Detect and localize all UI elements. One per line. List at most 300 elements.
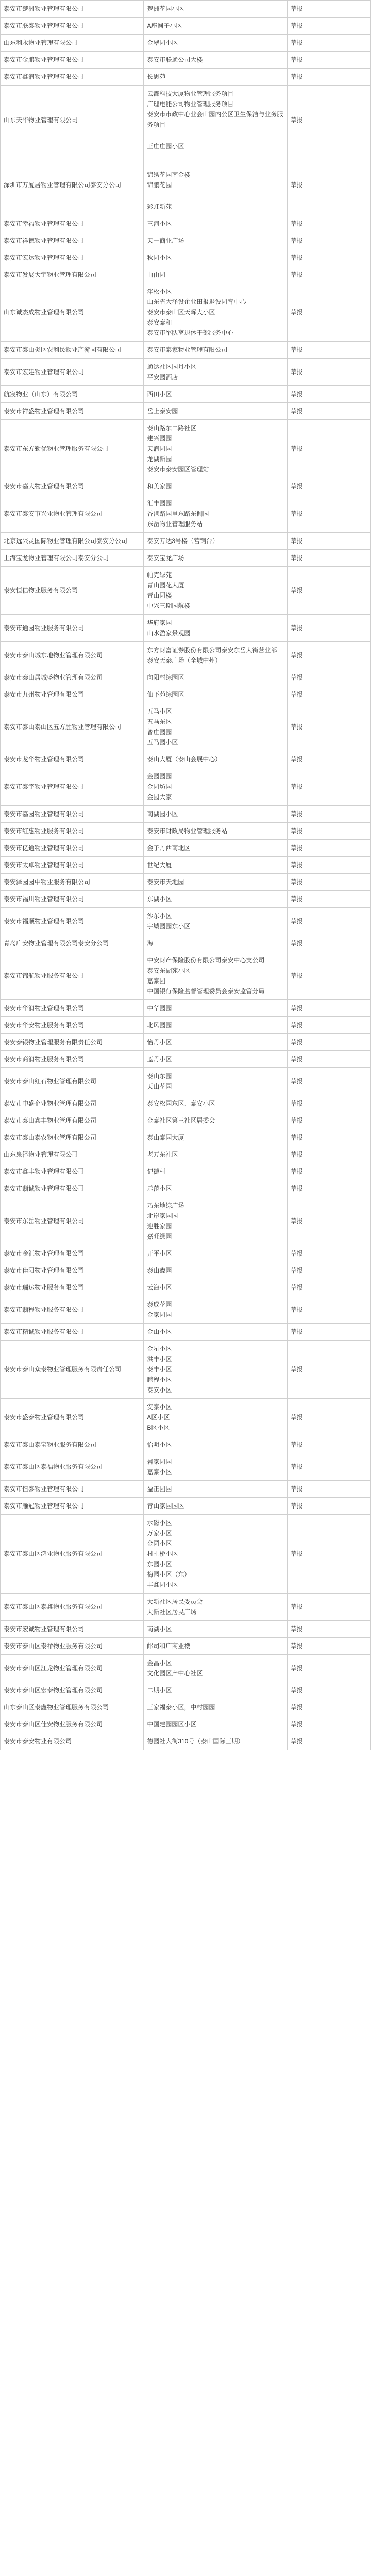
project-name: 大新社区居民广场 <box>147 1608 197 1616</box>
table-row <box>1 1245 371 1262</box>
table-row <box>1 1399 371 1436</box>
project-name: 文化园区产中心社区 <box>147 1670 203 1677</box>
project-name: 王庄庄园小区 <box>147 143 184 150</box>
company-name-cell: 泰安市泰山区鸿业物业服务有限公司 <box>1 1515 144 1594</box>
project-list-cell <box>144 266 287 283</box>
project-name: 中华园园 <box>147 1005 172 1012</box>
project-name: 香港路园里东路东侧园 <box>147 510 209 517</box>
table-row <box>1 1017 371 1034</box>
project-list-cell <box>144 215 287 232</box>
project-list-cell <box>144 891 287 908</box>
status-cell: 草报 <box>287 155 370 215</box>
table-row <box>1 806 371 823</box>
company-name-cell: 北京远兴灵国际物业管理有限公司泰安分公司 <box>1 533 144 550</box>
status-cell: 草报 <box>287 69 370 86</box>
project-list-cell <box>144 908 287 935</box>
project-list-cell <box>144 1682 287 1699</box>
project-list-cell <box>144 1699 287 1716</box>
project-name: 云海小区 <box>147 1284 172 1291</box>
table-row <box>1 1733 371 1750</box>
table-row <box>1 1262 371 1279</box>
table-row <box>1 86 371 155</box>
project-name: 世纪大厦 <box>147 861 172 869</box>
table-row <box>1 1296 371 1324</box>
status-cell: 草报 <box>287 1245 370 1262</box>
table-row <box>1 642 371 669</box>
project-list-cell <box>144 403 287 420</box>
status-cell: 草报 <box>287 215 370 232</box>
status-cell: 草报 <box>287 1453 370 1481</box>
table-row <box>1 495 371 533</box>
project-list-cell <box>144 1453 287 1481</box>
table-row <box>1 403 371 420</box>
company-name-cell: 泰安市泰山泰宝物业服务有限公司 <box>1 1436 144 1453</box>
project-name: 泰安小区 <box>147 1386 172 1394</box>
project-name: 金泰社区第三社区居委会 <box>147 1117 215 1124</box>
status-cell: 草报 <box>287 669 370 686</box>
company-name-cell: 泰安市金汇物业管理有限公司 <box>1 1245 144 1262</box>
status-cell: 草报 <box>287 1146 370 1163</box>
project-list-cell <box>144 1296 287 1324</box>
project-name: 北风园园 <box>147 1022 172 1029</box>
project-name: 仙下苑综园区 <box>147 691 184 698</box>
project-name: 向阳村综园区 <box>147 674 184 681</box>
company-name-cell: 泰安市精诚物业服务有限公司 <box>1 1324 144 1341</box>
project-name: 金山小区 <box>147 1328 172 1335</box>
status-cell: 草报 <box>287 874 370 891</box>
project-list-cell <box>144 232 287 249</box>
status-cell: 草报 <box>287 1 370 18</box>
table-row <box>1 1197 371 1245</box>
status-cell: 草报 <box>287 908 370 935</box>
project-name <box>147 130 283 141</box>
table-row <box>1 420 371 478</box>
status-cell: 草报 <box>287 86 370 155</box>
project-name: 青山园花大厦 <box>147 582 184 589</box>
company-name-cell: 泰安市楚洲物业管理有限公司 <box>1 1 144 18</box>
company-name-cell: 泰安市泰山城东地物业管理有限公司 <box>1 642 144 669</box>
project-list-cell <box>144 642 287 669</box>
status-cell: 草报 <box>287 52 370 69</box>
table-row <box>1 1594 371 1621</box>
project-name: 南湖小区 <box>147 1625 172 1633</box>
project-name: 怡明小区 <box>147 1441 172 1448</box>
project-name: 秋园小区 <box>147 254 172 261</box>
project-name: 金昌小区 <box>147 1659 172 1667</box>
company-name-cell: 泰安市翡诚物业管理有限公司 <box>1 1180 144 1197</box>
status-cell: 草报 <box>287 857 370 874</box>
company-name-cell: 泰安市翡程物业服务有限公司 <box>1 1296 144 1324</box>
table-row <box>1 686 371 703</box>
project-name: 东方财富证券股份有限公司泰安东岳大街营业部 <box>147 647 277 654</box>
project-name: 金星小区 <box>147 1345 172 1352</box>
project-name: 岩家园园 <box>147 1458 172 1465</box>
table-row <box>1 1 371 18</box>
project-name: 青山家园园区 <box>147 1502 184 1510</box>
project-name: 青山园楼 <box>147 592 172 599</box>
project-list-cell <box>144 1017 287 1034</box>
company-name-cell: 泰安市幸福物业管理有限公司 <box>1 215 144 232</box>
project-name: 山东省大泽设企业田报退设园育中心 <box>147 298 246 306</box>
table-row <box>1 533 371 550</box>
project-name: 泰安市泰安园区管理站 <box>147 466 209 473</box>
table-row <box>1 1324 371 1341</box>
project-list-cell <box>144 155 287 215</box>
project-name: 记德村 <box>147 1168 166 1175</box>
project-list-cell <box>144 52 287 69</box>
table-row <box>1 1112 371 1129</box>
project-name: 西田小区 <box>147 391 172 398</box>
project-list-cell <box>144 823 287 840</box>
status-cell: 草报 <box>287 342 370 359</box>
company-name-cell: 山东泉泽物业管理有限公司 <box>1 1146 144 1163</box>
status-cell: 草报 <box>287 615 370 642</box>
project-name: 中安财产保险股份有限公司泰安中心支公司 <box>147 957 265 964</box>
project-name: 泰安市市政中心业会山园内公区卫生保洁与业务服务项目 <box>147 111 283 128</box>
status-cell: 草报 <box>287 1682 370 1699</box>
project-name: 水磁小区 <box>147 1519 172 1527</box>
status-cell: 草报 <box>287 550 370 567</box>
project-list-cell <box>144 1733 287 1750</box>
status-cell: 草报 <box>287 1594 370 1621</box>
project-name: 梅园小区（东） <box>147 1571 191 1578</box>
table-row <box>1 342 371 359</box>
project-list-cell <box>144 1324 287 1341</box>
project-name: 金园坊园 <box>147 783 172 790</box>
status-cell: 草报 <box>287 1017 370 1034</box>
status-cell: 草报 <box>287 1095 370 1112</box>
company-name-cell: 泰安市中盛企业物业管理有限公司 <box>1 1095 144 1112</box>
company-name-cell: 泰安市鑫润物业管理有限公司 <box>1 69 144 86</box>
project-name: 嘉泰园 <box>147 977 166 985</box>
company-name-cell: 泰安市东岳物业管理有限公司 <box>1 1197 144 1245</box>
status-cell: 草报 <box>287 249 370 266</box>
project-name: 中兴三期园航楼 <box>147 602 191 609</box>
table-row <box>1 1436 371 1453</box>
project-name <box>147 158 283 170</box>
project-list-cell <box>144 533 287 550</box>
status-cell: 草报 <box>287 1515 370 1594</box>
project-name: B区小区 <box>147 1424 170 1431</box>
status-cell: 草报 <box>287 403 370 420</box>
project-name: 天山花园 <box>147 1083 172 1090</box>
status-cell: 草报 <box>287 1324 370 1341</box>
project-name: 楚洲花园小区 <box>147 5 184 12</box>
status-cell: 草报 <box>287 1129 370 1146</box>
project-name: 天一商业广场 <box>147 237 184 244</box>
status-cell: 草报 <box>287 823 370 840</box>
project-name: 泰安松园东区、泰安小区 <box>147 1100 215 1107</box>
project-name: 大新社区居民委员会 <box>147 1598 203 1605</box>
project-name: 长思苑 <box>147 73 166 80</box>
company-name-cell: 泰安市泰山区宏泰物业管理有限公司 <box>1 1682 144 1699</box>
company-name-cell: 山东诚杰成物业管理有限公司 <box>1 283 144 342</box>
project-name: 金园小区 <box>147 1540 172 1547</box>
company-name-cell: 泰安市祥德物业管理有限公司 <box>1 232 144 249</box>
status-cell: 草报 <box>287 35 370 52</box>
project-list-cell <box>144 550 287 567</box>
company-name-cell: 泰安市福川物业管理有限公司 <box>1 891 144 908</box>
project-list-cell <box>144 935 287 952</box>
project-list-cell <box>144 1262 287 1279</box>
project-name: 泰山鑫园 <box>147 1267 172 1274</box>
status-cell: 草报 <box>287 1000 370 1017</box>
project-name: 泮松小区 <box>147 288 172 295</box>
status-cell: 草报 <box>287 1481 370 1498</box>
table-row <box>1 359 371 386</box>
project-name: 泰安东湖苑小区 <box>147 967 191 974</box>
project-list-cell <box>144 1146 287 1163</box>
project-name: 宇城园园东小区 <box>147 923 191 930</box>
project-name: 北岸家园园 <box>147 1212 178 1219</box>
table-row <box>1 1163 371 1180</box>
table-row <box>1 1515 371 1594</box>
project-name: 泰山泰园大厦 <box>147 1134 184 1141</box>
project-list-cell <box>144 35 287 52</box>
company-name-cell: 泰安市恒泰物业管理有限公司 <box>1 1481 144 1498</box>
table-row <box>1 703 371 751</box>
project-name: 泰安宝龙广场 <box>147 554 184 562</box>
project-name: 洪丰小区 <box>147 1355 172 1363</box>
company-name-cell: 泰安市泰山泰农物业管理有限公司 <box>1 1129 144 1146</box>
project-list-cell <box>144 840 287 857</box>
table-row <box>1 1716 371 1733</box>
status-cell: 草报 <box>287 1716 370 1733</box>
company-name-cell: 泰安市瑞达物业服务有限公司 <box>1 1279 144 1296</box>
company-name-cell: 泰安市华安物业服务有限公司 <box>1 1017 144 1034</box>
status-cell: 草报 <box>287 495 370 533</box>
table-row <box>1 478 371 495</box>
project-list-cell <box>144 1245 287 1262</box>
project-name: 泰安天泰广场（全城中州） <box>147 657 222 664</box>
project-name <box>147 190 283 201</box>
table-row <box>1 1341 371 1399</box>
project-name: 山水盈家景观园 <box>147 630 191 637</box>
project-name: 锦鹏花园 <box>147 181 172 189</box>
status-cell: 草报 <box>287 1262 370 1279</box>
project-list-cell <box>144 857 287 874</box>
project-list-cell <box>144 806 287 823</box>
project-list-cell <box>144 249 287 266</box>
project-name: 泰安市联通公司大楼 <box>147 56 203 63</box>
table-row <box>1 935 371 952</box>
status-cell: 草报 <box>287 1296 370 1324</box>
company-name-cell: 泰安市泰山居城盛物业管理有限公司 <box>1 669 144 686</box>
project-name: 金子丹西南北区 <box>147 844 191 852</box>
company-name-cell: 泰安市嘉大物业管理有限公司 <box>1 478 144 495</box>
table-row <box>1 908 371 935</box>
status-cell: 草报 <box>287 420 370 478</box>
status-cell: 草报 <box>287 1699 370 1716</box>
table-row <box>1 874 371 891</box>
table-row <box>1 891 371 908</box>
project-list-cell <box>144 1197 287 1245</box>
project-list-cell <box>144 1279 287 1296</box>
company-name-cell: 泰安恒信物业服务有限公司 <box>1 567 144 615</box>
project-list-cell <box>144 86 287 155</box>
company-name-cell: 泰安市九州物业管理有限公司 <box>1 686 144 703</box>
project-list-cell <box>144 1716 287 1733</box>
project-name: 万家小区 <box>147 1530 172 1537</box>
project-name: 通达社区园月小区 <box>147 363 197 370</box>
status-cell: 草报 <box>287 1068 370 1095</box>
project-name: 彩虹新苑 <box>147 203 172 210</box>
project-list-cell <box>144 495 287 533</box>
project-name: 村扎桥小区 <box>147 1550 178 1557</box>
project-list-cell <box>144 1095 287 1112</box>
status-cell: 草报 <box>287 1051 370 1068</box>
project-list-cell <box>144 1163 287 1180</box>
status-cell: 草报 <box>287 1655 370 1682</box>
status-cell: 草报 <box>287 1436 370 1453</box>
status-cell: 草报 <box>287 386 370 403</box>
project-name: 泰安市泰家物业管理有限公司 <box>147 346 228 353</box>
company-name-cell: 泰安市泰宇物业管理有限公司 <box>1 768 144 806</box>
company-name-cell: 泰安市宏建物业管理有限公司 <box>1 359 144 386</box>
table-row <box>1 857 371 874</box>
project-name: 金翠园小区 <box>147 39 178 46</box>
table-row <box>1 1498 371 1515</box>
company-name-cell: 泰安泰银物业管理服务有限责任公司 <box>1 1034 144 1051</box>
status-cell: 草报 <box>287 1112 370 1129</box>
status-cell: 草报 <box>287 642 370 669</box>
status-cell: 草报 <box>287 1279 370 1296</box>
company-name-cell: 泰安市东方勤优物业管理服务有限公司 <box>1 420 144 478</box>
company-name-cell: 泰安市泰山区泰福物业服务有限公司 <box>1 1453 144 1481</box>
company-name-cell: 泰安市盛泰物业管理有限公司 <box>1 1399 144 1436</box>
company-name-cell: 泰安市通园物业服务有限公司 <box>1 615 144 642</box>
status-cell: 草报 <box>287 266 370 283</box>
company-name-cell: 泰安市金鹏物业管理有限公司 <box>1 52 144 69</box>
table-row <box>1 1095 371 1112</box>
company-name-cell: 泰安市泰山区泰鑫物业服务有限公司 <box>1 1594 144 1621</box>
project-list-cell <box>144 18 287 35</box>
company-name-cell: 泰安市泰山区佳安物业服务有限公司 <box>1 1716 144 1733</box>
status-cell: 草报 <box>287 840 370 857</box>
status-cell: 草报 <box>287 935 370 952</box>
company-name-cell: 泰安市锦航物业服务有限公司 <box>1 952 144 1000</box>
table-row <box>1 1180 371 1197</box>
table-row <box>1 751 371 768</box>
project-name: 海 <box>147 940 154 947</box>
table-row <box>1 1146 371 1163</box>
table-row <box>1 1000 371 1017</box>
project-name: A区小区 <box>147 1414 170 1421</box>
company-name-cell: 泰安市泰山泰山区五方胜物业管理有限公司 <box>1 703 144 751</box>
table-row <box>1 283 371 342</box>
project-name: 德园社大街310号（泰山国际三期） <box>147 1738 244 1745</box>
project-name: 嘉泰小区 <box>147 1468 172 1476</box>
project-list-cell <box>144 669 287 686</box>
company-name-cell: 泰安市祥盛物业管理有限公司 <box>1 403 144 420</box>
project-name: 云都科技大厦物业管理服务项目 <box>147 90 234 97</box>
company-name-cell: 泰安市商润物业服务有限公司 <box>1 1051 144 1068</box>
table-row <box>1 615 371 642</box>
project-list-cell <box>144 874 287 891</box>
status-cell: 草报 <box>287 1163 370 1180</box>
project-list-cell <box>144 1 287 18</box>
project-name: 泰山东园 <box>147 1073 172 1080</box>
company-name-cell: 山东泰山区泰鑫物业管理服务有限公司 <box>1 1699 144 1716</box>
project-list-cell <box>144 1112 287 1129</box>
status-cell: 草报 <box>287 283 370 342</box>
status-cell: 草报 <box>287 18 370 35</box>
company-name-cell: 青岛广安物业管理有限公司泰安分公司 <box>1 935 144 952</box>
table-row <box>1 1682 371 1699</box>
project-list-cell <box>144 1515 287 1594</box>
status-cell: 草报 <box>287 1180 370 1197</box>
project-name: 老万东社区 <box>147 1151 178 1158</box>
status-cell: 草报 <box>287 768 370 806</box>
status-cell: 草报 <box>287 1638 370 1655</box>
project-name: 乃东地综广场 <box>147 1202 184 1209</box>
status-cell: 草报 <box>287 1341 370 1399</box>
project-name: 泰安市军队离退休干部服务中心 <box>147 329 234 336</box>
project-name: 沙东小区 <box>147 912 172 920</box>
project-list-cell <box>144 1068 287 1095</box>
company-name-cell: 泰安市宏达物业管理有限公司 <box>1 249 144 266</box>
table-row <box>1 1699 371 1716</box>
project-name: 中国银行保险监督管理委员会泰安监管分局 <box>147 988 265 995</box>
project-name: 示范小区 <box>147 1185 172 1192</box>
table-row <box>1 69 371 86</box>
table-row <box>1 155 371 215</box>
status-cell: 草报 <box>287 359 370 386</box>
project-list-cell <box>144 1129 287 1146</box>
status-cell: 草报 <box>287 478 370 495</box>
table-row <box>1 1034 371 1051</box>
project-list-cell <box>144 420 287 478</box>
project-name: 安泰小区 <box>147 1403 172 1411</box>
table-row <box>1 1129 371 1146</box>
project-name: 南湖园小区 <box>147 810 178 818</box>
project-name: 泰安市泰山区天晖大小区 <box>147 309 215 316</box>
company-name-cell: 深圳市万厦居物业管理有限公司泰安分公司 <box>1 155 144 215</box>
table-row <box>1 669 371 686</box>
project-name: 普庄园园 <box>147 728 172 736</box>
company-name-cell: 山东天华物业管理有限公司 <box>1 86 144 155</box>
project-name: 丰鑫园小区 <box>147 1581 178 1588</box>
table-row <box>1 1051 371 1068</box>
project-name: 广理电能公司物业管理服务项目 <box>147 100 234 108</box>
project-list-cell <box>144 1594 287 1621</box>
project-name: 由由园 <box>147 271 166 278</box>
project-name: 二期小区 <box>147 1687 172 1694</box>
project-list-cell <box>144 751 287 768</box>
company-name-cell: 泰安市泰山区江龙物业管理有限公司 <box>1 1655 144 1682</box>
project-name: 五马小区 <box>147 708 172 715</box>
project-name: 天润园园 <box>147 445 172 452</box>
project-name: 泰安市天地园 <box>147 878 184 886</box>
table-row <box>1 840 371 857</box>
project-list-cell <box>144 615 287 642</box>
table-row <box>1 232 371 249</box>
table-row <box>1 18 371 35</box>
company-name-cell: 泰安市太卓物业管理有限公司 <box>1 857 144 874</box>
project-name: 建兴园园 <box>147 435 172 442</box>
project-name: 蓝丹小区 <box>147 1056 172 1063</box>
table-row <box>1 768 371 806</box>
project-name: 泰安万达3号楼（营销台） <box>147 537 218 545</box>
company-name-cell: 泰安市泰安市兴业物业管理有限公司 <box>1 495 144 533</box>
status-cell: 草报 <box>287 1197 370 1245</box>
company-name-cell: 上海宝龙物业管理有限公司泰安分公司 <box>1 550 144 567</box>
company-name-cell: 泰安市亿通物业管理有限公司 <box>1 840 144 857</box>
company-name-cell: 泰安市龙华物业管理有限公司 <box>1 751 144 768</box>
company-name-cell: 山东利永物业管理有限公司 <box>1 35 144 52</box>
project-name: 泰成花园 <box>147 1301 172 1308</box>
company-name-cell: 泰安市鑫丰物业管理有限公司 <box>1 1163 144 1180</box>
